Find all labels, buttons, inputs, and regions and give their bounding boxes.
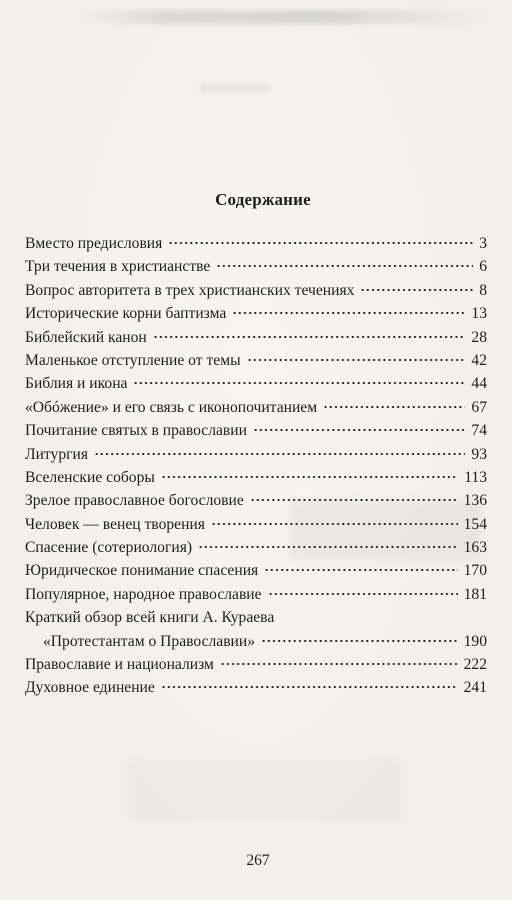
toc-entry-page: 13 xyxy=(471,305,487,323)
dot-leader xyxy=(153,335,466,339)
toc-entry xyxy=(25,559,487,582)
toc-entry-title: «Протестантам о Православии» xyxy=(43,632,256,650)
toc-entry xyxy=(25,630,487,653)
toc-entry xyxy=(25,676,487,699)
dot-leader xyxy=(94,452,465,456)
toc-entry xyxy=(25,536,487,559)
page-number: 267 xyxy=(246,852,270,869)
toc-entry-title: Вместо предисловия xyxy=(25,235,163,252)
toc-entry-title: Почитание святых в православии xyxy=(25,422,247,440)
toc-entry-page: 93 xyxy=(471,445,487,463)
dot-leader xyxy=(268,592,458,596)
toc-entry xyxy=(25,606,487,629)
toc-entry-page: 163 xyxy=(463,539,487,557)
toc-entry xyxy=(25,443,487,466)
dot-leader xyxy=(133,381,465,385)
toc-entry-title: Маленькое отступление от темы xyxy=(25,351,241,369)
toc-entry-title: Три течения в христианстве xyxy=(25,258,211,276)
dot-leader xyxy=(360,288,473,292)
toc-entry-title: Духовное единение xyxy=(25,679,155,697)
toc-entry-title: Человек — венец творения xyxy=(25,515,205,533)
table-of-contents xyxy=(25,232,487,700)
toc-entry-page: 44 xyxy=(471,375,487,393)
dot-leader xyxy=(323,405,465,409)
dot-leader xyxy=(216,264,473,268)
toc-entry-page: 28 xyxy=(471,328,487,346)
toc-entry-title: «Обóжение» и его связь с иконопочитанием xyxy=(25,398,318,416)
toc-entry-page: 6 xyxy=(479,258,487,276)
toc-entry xyxy=(25,466,487,489)
toc-entry xyxy=(25,232,487,255)
toc-entry-page: 222 xyxy=(463,656,487,674)
toc-entry xyxy=(25,396,487,419)
toc-entry-title: Вселенские соборы xyxy=(25,468,155,486)
dot-leader xyxy=(253,428,465,432)
toc-entry xyxy=(25,419,487,442)
toc-entry-page: 190 xyxy=(463,632,487,650)
toc-entry-page: 74 xyxy=(471,422,487,440)
dot-leader xyxy=(264,568,457,572)
toc-entry xyxy=(25,653,487,676)
toc-entry-title: Православие и национализм xyxy=(25,656,214,674)
dot-leader xyxy=(232,311,465,315)
toc-entry-page: 181 xyxy=(463,585,487,603)
toc-entry xyxy=(25,349,487,372)
toc-entry-page: 170 xyxy=(463,562,487,580)
dot-leader xyxy=(250,498,458,502)
toc-entry xyxy=(25,255,487,278)
toc-entry-title: Вопрос авторитета в трех христианских течениях xyxy=(25,281,355,299)
toc-entry-title: Спасение (сотериология) xyxy=(25,539,193,557)
toc-entry-page: 136 xyxy=(463,492,487,510)
dot-leader xyxy=(161,475,458,479)
toc-entry xyxy=(25,489,487,512)
dot-leader xyxy=(198,545,458,549)
dot-leader xyxy=(168,241,473,245)
toc-entry-page: 3 xyxy=(479,235,487,252)
toc-entry xyxy=(25,583,487,606)
toc-entry xyxy=(25,372,487,395)
toc-entry-title: Популярное, народное православие xyxy=(25,585,262,603)
toc-entry-page: 154 xyxy=(463,515,487,533)
toc-entry xyxy=(25,279,487,302)
toc-entry xyxy=(25,513,487,536)
dot-leader xyxy=(247,358,466,362)
toc-entry-title: Краткий обзор всей книги А. Кураева xyxy=(25,609,275,627)
dot-leader xyxy=(211,522,458,526)
toc-entry-title: Исторические корни баптизма xyxy=(25,305,227,323)
bleed-through-text xyxy=(80,10,490,24)
toc-entry-title: Библия и икона xyxy=(25,375,128,393)
toc-entry-page: 241 xyxy=(463,679,487,697)
toc-entry-title: Юридическое понимание спасения xyxy=(25,562,259,580)
toc-entry-page: 113 xyxy=(464,468,487,486)
bleed-through-text xyxy=(130,760,400,820)
toc-entry-page: 8 xyxy=(479,281,487,299)
dot-leader xyxy=(261,639,458,643)
toc-entry-title: Зрелое православное богословие xyxy=(25,492,244,510)
toc-entry xyxy=(25,326,487,349)
contents-title: Содержание xyxy=(215,190,311,209)
toc-entry-title: Литургия xyxy=(25,445,89,463)
toc-entry-page: 67 xyxy=(471,398,487,416)
dot-leader xyxy=(161,685,458,689)
bleed-through-text xyxy=(200,84,270,92)
toc-entry-page: 42 xyxy=(471,351,487,369)
toc-entry xyxy=(25,302,487,325)
toc-entry-title: Библейский канон xyxy=(25,328,147,346)
dot-leader xyxy=(220,662,458,666)
